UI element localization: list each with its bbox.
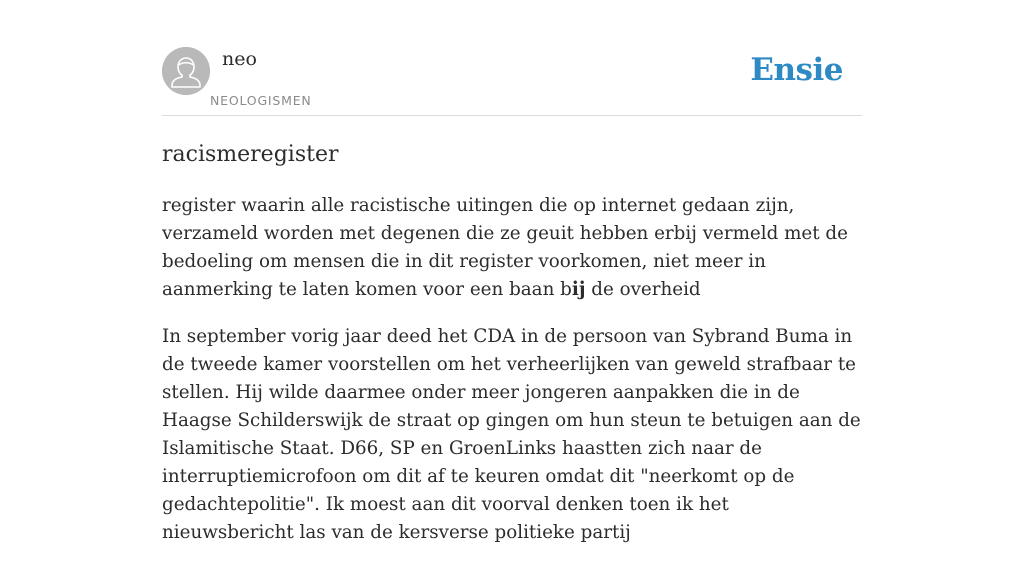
entry-body	[162, 192, 862, 566]
entry-title: racismeregister	[162, 142, 339, 167]
explanation-paragraph: In september vorig jaar deed het CDA in de persoon van Sybrand Buma in de tweede kamer voorstellen om het verheerlijken van geweld strafbaar te stellen. Hij wilde daarmee onder meer jongeren aanpakken die in de Haagse Schilderswijk de straat op gingen om hun steun te betuigen aan de Islamitische Staat. D66, SP en GroenLinks haastten zich naar de interruptiemicrofoon om dit af te keuren omdat dit "neerkomt op de gedachtepolitie". Ik moest aan dit voorval denken toen ik het nieuwsbericht las van de kersverse politieke partij	[162, 326, 861, 543]
avatar[interactable]	[162, 47, 210, 95]
definition-paragraph	[162, 192, 862, 304]
definition-text: register waarin alle racistische uitingen die op internet gedaan zijn, verzameld worden met degenen die ze geuit hebben erbij vermeld met de bedoeling om mensen die in dit register voorkomen, niet meer in aanmerking te laten komen voor een baan b	[162, 195, 848, 300]
user-icon	[162, 47, 210, 95]
brand-logo[interactable]: Ensie	[750, 52, 843, 88]
category-label[interactable]: NEOLOGISMEN	[210, 93, 312, 108]
entry-header	[162, 47, 862, 116]
definition-bold-text: ij	[571, 279, 586, 300]
definition-text-end: de overheid	[585, 279, 701, 300]
author-link[interactable]: neo	[222, 48, 257, 70]
